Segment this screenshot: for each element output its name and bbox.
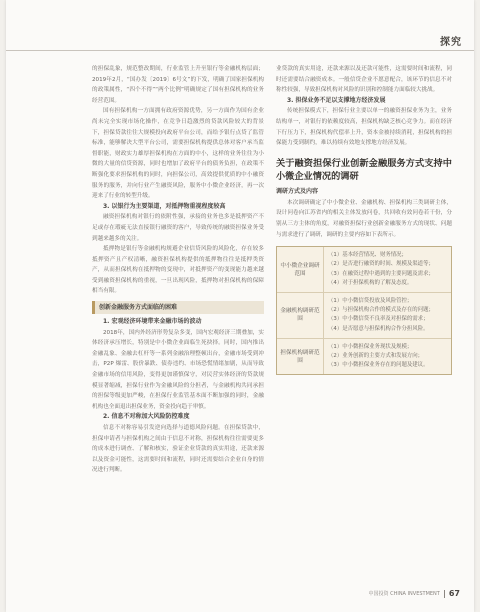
table-item: （4）是否愿意与担保机构合作分担风险。 — [328, 325, 429, 332]
section-heading: 2. 信息不对称加大风险防控难度 — [103, 413, 190, 421]
survey-table — [276, 246, 452, 375]
magazine-name: 中国投资 CHINA INVESTMENT — [368, 591, 440, 597]
box-header: 创新金融服务方式面临的困难 — [92, 301, 264, 314]
body-paragraph: 2018年，国内外经济形势复杂多变，国内宏观经济三期叠加，实体经济承压增长，特别是中小微企业面临生死抉择。同时，国内推出金融乱象、金融去杠杆等一系列金融治理整顿出台，金融市场受到冲击，P2P 爆雷、股价暴跌、债券违约、市场恐慌情绪加剧，从而导致金融市场的信用风险，变得更加谨慎保守，对民营实体经济的贷款规模显著缩减，担保行业作为金融风险的分担者，与金融机构共同承担的担保等级更加严峻，在担保行业监管基本面不断加强的同时，金融机构也全面退出担保业务，资金投向趋于审慎。 — [92, 329, 264, 410]
table-row — [277, 293, 451, 339]
table-item: （2）是否进行融资的时间、规模及渠道等； — [328, 261, 434, 268]
page-footer — [369, 589, 461, 598]
body-paragraph: 业贷款的真实用途，还款来源以及还款可能性，这需要时间和流程，同时还需要结合融资成本。一般信贷企业不愿意配合，该环节的信息不对称性较强，导致担保机构对风险的识别和控制能力面临较大挑战。 — [276, 66, 452, 94]
page-number: 67 — [448, 589, 460, 598]
footer-separator — [444, 590, 445, 598]
left-paragraphs — [92, 64, 264, 297]
table-group-label: 担保机构调研范围 — [277, 339, 324, 375]
body-paragraph: 国有担保机构一方面拥有政府资源优势，另一方面作为国有企业尚未完全实现市场化操作，在竞争日趋激烈的贷款风险较大的背景下，担保贷款往往大规模投向政府平台公司，而给予银行点贷了监管标准，能够解决大型平台公司，需要担保机构提供总体对客户承当监督职能，财政实力雄厚担保机构在方面的中小，这样的业务往往为小微的大量的信贷资源，同时也增加了政府平台的债务负担，在政策不断强化要求担保机构的同时，向担保公司，高效提供优质的中小融资服务的服务，并向行业产生融资风险，服务中小微企业经济，再一次迎来了行业的转型升级。 — [92, 108, 264, 200]
table-item: （3）中小微担保业务存在的问题及建议。 — [328, 362, 429, 369]
right-paragraphs — [276, 64, 452, 149]
left-column — [92, 64, 264, 476]
body-paragraph: 抵押物是银行等金融机构规避企业信贷风险的风险化，存在较多抵押资产且产权清晰，融资担保机构提供的抵押物往往是抵押类资产，从而担保机构在抵押物的变现中，对抵押资产的变现能力越来越受到融资担保机构的重视，一旦出现风险，抵押物对担保机构的保障相当有限。 — [92, 246, 264, 295]
table-item: （2）与担保机构合作的模式及存在的问题； — [328, 307, 434, 314]
feature-title: 关于融资担保行业创新金融服务方式支持中小微企业情况的调研 — [276, 157, 452, 182]
table-item: （1）中小微担保业务现状及规模； — [328, 343, 413, 350]
section-heading: 3. 担保业务不足以支撑地方经济发展 — [287, 96, 386, 104]
body-paragraph: 融资担保机构对银行的依附性强，承接的业务也多是抵押资产不足或存在瑕疵无法直接银行融资的客户，导致传统的融资担保业务受到越来越多的关注。 — [92, 214, 264, 242]
feature-intro: 本次调研确定了中小微企业、金融机构、担保机构三类调研主体，设计问卷向江苏省内的相关主体发放问卷，共回收有效问卷若干份，分别从三方主体的角度，对融资担保行业创新金融服务方式的现状、问题与需求进行了调研，调研的主要内容如下表所示。 — [276, 199, 452, 238]
table-item: （3）在融资过程中遇到的主要问题及需求； — [328, 270, 434, 277]
table-item: （1）中小微信贷投放及风险管控； — [328, 297, 413, 304]
section-heading: 3. 以银行为主要渠道，对抵押物重视程度较高 — [103, 202, 226, 210]
table-items-cell — [324, 247, 451, 292]
table-items-cell — [324, 339, 451, 375]
magazine-page — [6, 0, 474, 612]
table-item: （2）业务创新的主要方式和发展方向； — [328, 352, 424, 359]
box-paragraphs — [92, 317, 264, 476]
section-tag: 探究 — [440, 37, 462, 48]
table-item: （1）基本经营情况、财务情况； — [328, 252, 407, 259]
feature-subtitle: 调研方式及内容 — [276, 187, 319, 195]
table-group-label: 金融机构调研范围 — [277, 293, 324, 338]
section-heading: 1. 宏观经济环境带来金融市场的波动 — [103, 318, 202, 326]
table-items-cell — [324, 293, 451, 338]
right-column — [276, 64, 452, 375]
table-row — [277, 247, 451, 293]
table-item: （3）中小微信贷不良率及对担保的需求； — [328, 316, 429, 323]
body-paragraph: 传统担保模式下，担保行业主要以单一的融资担保业务为主，业务结构单一，对银行的依赖度较高，担保机构缺乏核心竞争力。而在经济下行压力下，担保机构代偿率上升，资本金被持续消耗，担保机构的担保能力受到制约，难以持续有效地支撑地方经济发展。 — [276, 108, 452, 147]
body-paragraph: 的担保乱象，规范整改期间，行业监管上升至银行等金融机构层面；2019年2月，“国办发〔2019〕6号文”的下发，明确了国家担保机构的政策属性，“四个不得”“两个比例”明确规定了国有担保机构的业务经营范围。 — [92, 66, 264, 104]
table-item: （4）对于担保机构的了解及态度。 — [328, 279, 413, 286]
table-row — [277, 339, 451, 375]
body-paragraph: 信息不对称容易引发逆向选择与道德风险问题。在担保贷款中，担保申请者与担保机构之间由于信息不对称，担保机构往往需要更多的成本进行调查、了解和核实，验证企业贷款的真实用途，还款来源以及资金可能性，这需要时间和流程，同时还需要结合企业自身的情况进行判断。 — [92, 425, 264, 474]
header-rule — [6, 50, 474, 51]
table-group-label: 中小微企业调研范围 — [277, 247, 324, 292]
